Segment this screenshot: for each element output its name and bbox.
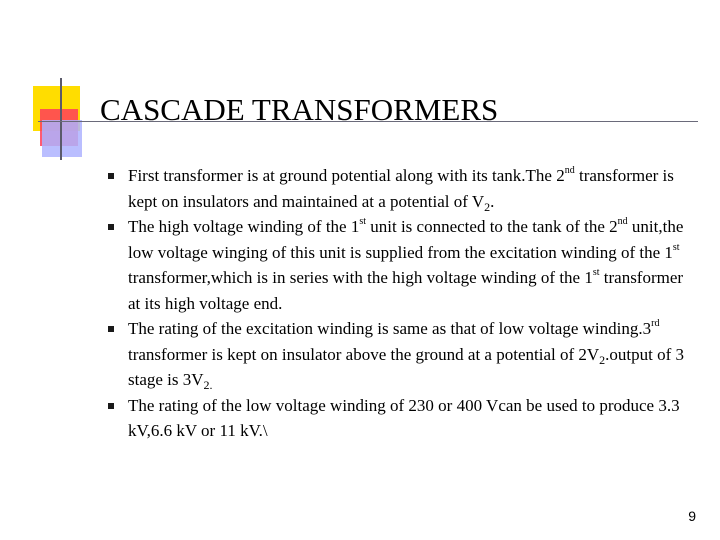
bullet-text: transformer is kept on insulator above the ground at a potential of 2V [128,344,600,364]
bullet-square-icon [108,403,114,409]
superscript: st [592,267,600,278]
subscript: 2 [484,199,491,214]
bullet-item [108,163,698,214]
bullet-text: unit is connected to the tank of the 2 [366,217,618,236]
bullet-square-icon [108,326,114,332]
bullet-text: . [490,191,495,211]
bullet-item [108,316,698,393]
bullet-item [108,214,698,316]
superscript: st [672,241,680,253]
bullet-text: First transformer is at ground potential along with its tank.The 2 [128,166,565,185]
bullet-text: The rating of the excitation winding is same as that of low voltage winding.3 [128,319,652,338]
subscript: 2 [599,352,606,367]
page-number: 9 [688,508,696,524]
bullet-text: transformer,which is in series with the high voltage winding of the 1 [128,268,593,287]
slide-title: CASCADE TRANSFORMERS [100,92,499,127]
bullet-square-icon [108,173,114,179]
bullet-text: unit,the low voltage winging of this unit is supplied from the excitation winding of the 1 [128,217,684,262]
bullet-text: The high voltage winding of the 1 [128,217,360,236]
decor-vertical-rule [60,78,62,160]
superscript: nd [564,165,575,176]
bullet-item [108,393,698,444]
bullet-list [108,163,698,444]
superscript: nd [617,216,628,227]
subscript: 2. [203,378,213,392]
bullet-text: .output of 3 stage is 3V [128,344,685,389]
bullet-square-icon [108,224,114,230]
decor-blue-square [42,120,82,157]
superscript: st [359,216,367,227]
bullet-text: The rating of the low voltage winding of 230 or 400 Vcan be used to produce 3.3 kV,6.6 kV or 11 kV.\ [128,395,680,440]
bullet-text: transformer at its high voltage end. [128,268,684,313]
superscript: rd [651,318,660,329]
bullet-text: transformer is kept on insulators and maintained at a potential of V [128,166,674,211]
